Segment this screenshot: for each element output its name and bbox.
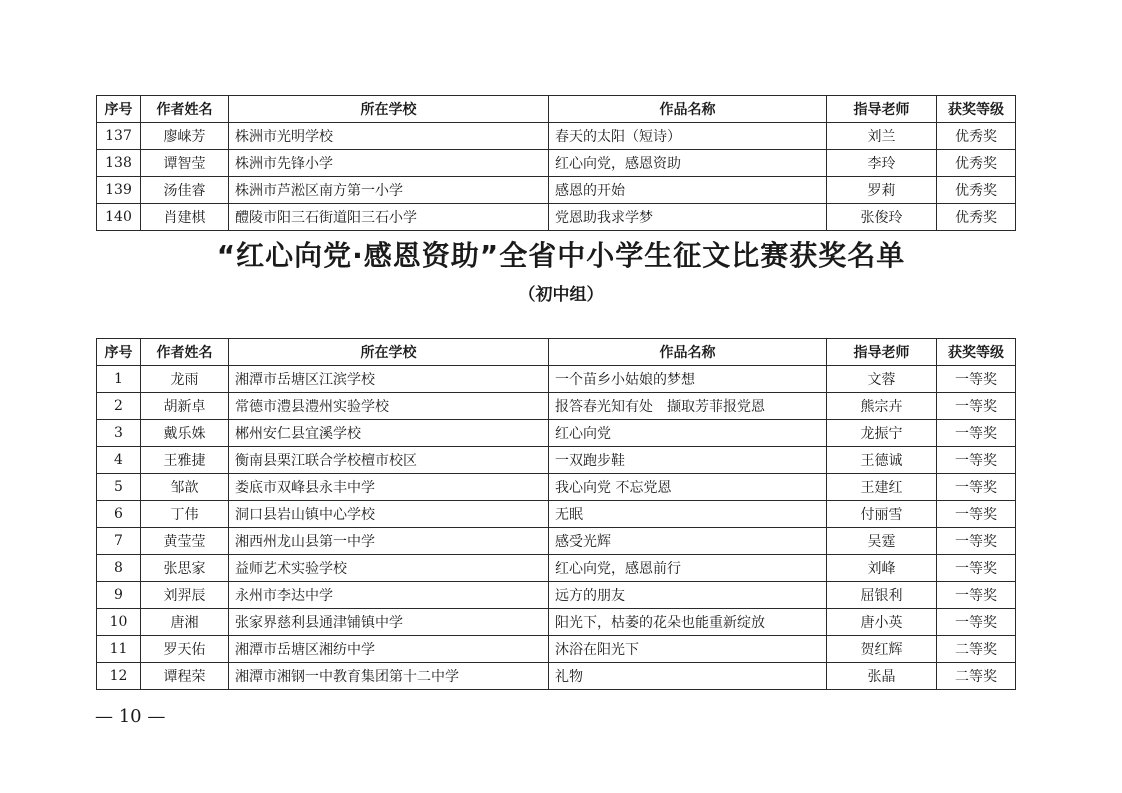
work-title-cell: 红心向党	[549, 420, 827, 447]
advisor-cell: 龙振宁	[827, 420, 937, 447]
column-header: 序号	[97, 96, 141, 123]
author-name-cell: 谭智莹	[141, 150, 229, 177]
author-name-cell: 刘羿辰	[141, 582, 229, 609]
advisor-cell: 李玲	[827, 150, 937, 177]
work-title-cell: 阳光下，枯萎的花朵也能重新绽放	[549, 609, 827, 636]
serial-number-cell: 4	[97, 447, 141, 474]
table-row	[97, 150, 1016, 177]
award-table-junior-high	[96, 338, 1016, 690]
table-row	[97, 474, 1016, 501]
award-level-cell: 一等奖	[937, 420, 1016, 447]
award-level-cell: 优秀奖	[937, 204, 1016, 231]
author-name-cell: 邹歆	[141, 474, 229, 501]
work-title-cell: 我心向党 不忘党恩	[549, 474, 827, 501]
award-level-cell: 一等奖	[937, 609, 1016, 636]
serial-number-cell: 6	[97, 501, 141, 528]
school-cell: 株洲市先锋小学	[229, 150, 549, 177]
table-row	[97, 447, 1016, 474]
work-title-cell: 春天的太阳（短诗）	[549, 123, 827, 150]
work-title-cell: 远方的朋友	[549, 582, 827, 609]
school-cell: 张家界慈利县通津铺镇中学	[229, 609, 549, 636]
award-level-cell: 二等奖	[937, 663, 1016, 690]
table-row	[97, 177, 1016, 204]
work-title-cell: 沐浴在阳光下	[549, 636, 827, 663]
table-row	[97, 366, 1016, 393]
column-header: 作者姓名	[141, 339, 229, 366]
award-table-primary	[96, 95, 1016, 231]
school-cell: 衡南县栗江联合学校檀市校区	[229, 447, 549, 474]
advisor-cell: 张晶	[827, 663, 937, 690]
award-level-cell: 优秀奖	[937, 123, 1016, 150]
table-row	[97, 663, 1016, 690]
serial-number-cell: 5	[97, 474, 141, 501]
school-cell: 益师艺术实验学校	[229, 555, 549, 582]
advisor-cell: 王德诚	[827, 447, 937, 474]
award-level-cell: 一等奖	[937, 366, 1016, 393]
school-cell: 永州市李达中学	[229, 582, 549, 609]
work-title-cell: 一双跑步鞋	[549, 447, 827, 474]
author-name-cell: 肖建棋	[141, 204, 229, 231]
advisor-cell: 文蓉	[827, 366, 937, 393]
serial-number-cell: 139	[97, 177, 141, 204]
advisor-cell: 王建红	[827, 474, 937, 501]
column-header: 指导老师	[827, 339, 937, 366]
work-title-cell: 红心向党，感恩前行	[549, 555, 827, 582]
work-title-cell: 感受光辉	[549, 528, 827, 555]
school-cell: 醴陵市阳三石街道阳三石小学	[229, 204, 549, 231]
award-level-cell: 一等奖	[937, 528, 1016, 555]
award-level-cell: 二等奖	[937, 636, 1016, 663]
serial-number-cell: 9	[97, 582, 141, 609]
column-header: 获奖等级	[937, 96, 1016, 123]
award-level-cell: 一等奖	[937, 582, 1016, 609]
award-level-cell: 一等奖	[937, 447, 1016, 474]
serial-number-cell: 137	[97, 123, 141, 150]
award-level-cell: 一等奖	[937, 555, 1016, 582]
work-title-cell: 一个苗乡小姑娘的梦想	[549, 366, 827, 393]
advisor-cell: 贺红辉	[827, 636, 937, 663]
advisor-cell: 罗莉	[827, 177, 937, 204]
advisor-cell: 熊宗卉	[827, 393, 937, 420]
author-name-cell: 唐湘	[141, 609, 229, 636]
work-title-cell: 无眠	[549, 501, 827, 528]
school-cell: 常德市澧县澧州实验学校	[229, 393, 549, 420]
author-name-cell: 谭程荣	[141, 663, 229, 690]
author-name-cell: 张思家	[141, 555, 229, 582]
column-header: 序号	[97, 339, 141, 366]
award-level-cell: 一等奖	[937, 501, 1016, 528]
page-number: — 10 —	[95, 706, 166, 727]
table-header-row	[97, 96, 1016, 123]
column-header: 获奖等级	[937, 339, 1016, 366]
work-title-cell: 感恩的开始	[549, 177, 827, 204]
school-cell: 湘西州龙山县第一中学	[229, 528, 549, 555]
table-row	[97, 204, 1016, 231]
column-header: 作品名称	[549, 96, 827, 123]
serial-number-cell: 8	[97, 555, 141, 582]
award-level-cell: 一等奖	[937, 393, 1016, 420]
advisor-cell: 付丽雪	[827, 501, 937, 528]
school-cell: 株洲市芦淞区南方第一小学	[229, 177, 549, 204]
author-name-cell: 丁伟	[141, 501, 229, 528]
author-name-cell: 汤佳睿	[141, 177, 229, 204]
column-header: 所在学校	[229, 96, 549, 123]
author-name-cell: 黄莹莹	[141, 528, 229, 555]
advisor-cell: 刘兰	[827, 123, 937, 150]
table-body	[97, 123, 1016, 231]
author-name-cell: 胡新卓	[141, 393, 229, 420]
school-cell: 湘潭市岳塘区江滨学校	[229, 366, 549, 393]
author-name-cell: 龙雨	[141, 366, 229, 393]
work-title-cell: 礼物	[549, 663, 827, 690]
author-name-cell: 戴乐姝	[141, 420, 229, 447]
table-row	[97, 393, 1016, 420]
table-row	[97, 420, 1016, 447]
advisor-cell: 刘峰	[827, 555, 937, 582]
serial-number-cell: 7	[97, 528, 141, 555]
advisor-cell: 唐小英	[827, 609, 937, 636]
column-header: 作品名称	[549, 339, 827, 366]
serial-number-cell: 138	[97, 150, 141, 177]
table-row	[97, 528, 1016, 555]
table-body	[97, 366, 1016, 690]
author-name-cell: 罗天佑	[141, 636, 229, 663]
table-row	[97, 555, 1016, 582]
serial-number-cell: 11	[97, 636, 141, 663]
school-cell: 洞口县岩山镇中心学校	[229, 501, 549, 528]
serial-number-cell: 12	[97, 663, 141, 690]
serial-number-cell: 140	[97, 204, 141, 231]
serial-number-cell: 1	[97, 366, 141, 393]
advisor-cell: 张俊玲	[827, 204, 937, 231]
award-level-cell: 优秀奖	[937, 150, 1016, 177]
column-header: 所在学校	[229, 339, 549, 366]
document-subtitle: （初中组）	[518, 285, 604, 305]
table-row	[97, 609, 1016, 636]
document-title: “红心向党·感恩资助”全省中小学生征文比赛获奖名单	[216, 239, 906, 272]
advisor-cell: 吴霆	[827, 528, 937, 555]
work-title-cell: 红心向党，感恩资助	[549, 150, 827, 177]
table-row	[97, 501, 1016, 528]
award-level-cell: 优秀奖	[937, 177, 1016, 204]
column-header: 作者姓名	[141, 96, 229, 123]
school-cell: 郴州安仁县宜溪学校	[229, 420, 549, 447]
work-title-cell: 报答春光知有处 撷取芳菲报党恩	[549, 393, 827, 420]
table-header-row	[97, 339, 1016, 366]
school-cell: 株洲市光明学校	[229, 123, 549, 150]
author-name-cell: 王雅捷	[141, 447, 229, 474]
award-level-cell: 一等奖	[937, 474, 1016, 501]
school-cell: 湘潭市岳塘区湘纺中学	[229, 636, 549, 663]
serial-number-cell: 3	[97, 420, 141, 447]
table-row	[97, 123, 1016, 150]
work-title-cell: 党恩助我求学梦	[549, 204, 827, 231]
author-name-cell: 廖崃芳	[141, 123, 229, 150]
serial-number-cell: 10	[97, 609, 141, 636]
school-cell: 湘潭市湘钢一中教育集团第十二中学	[229, 663, 549, 690]
serial-number-cell: 2	[97, 393, 141, 420]
column-header: 指导老师	[827, 96, 937, 123]
advisor-cell: 屈银利	[827, 582, 937, 609]
table-row	[97, 636, 1016, 663]
school-cell: 娄底市双峰县永丰中学	[229, 474, 549, 501]
table-row	[97, 582, 1016, 609]
